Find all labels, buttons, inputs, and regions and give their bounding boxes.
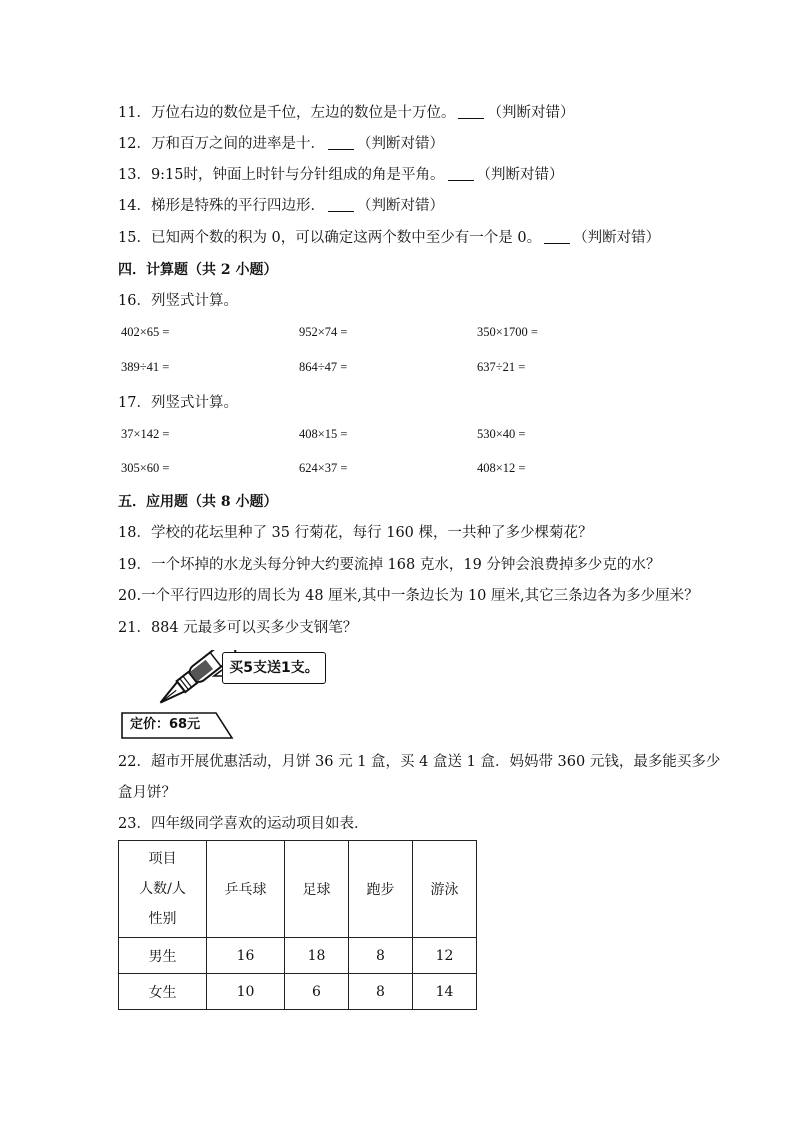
answer-blank[interactable] xyxy=(328,197,354,212)
question-text: 14．梯形是特殊的平行四边形． xyxy=(118,198,325,214)
answer-blank[interactable] xyxy=(448,166,474,181)
table-cell: 16 xyxy=(207,938,285,974)
question-21: 21．884 元最多可以买多少支钢笔？ xyxy=(118,620,358,636)
table-header-row xyxy=(119,841,477,938)
calc-item: 402×65 = xyxy=(121,325,170,339)
pen-illustration xyxy=(120,650,340,740)
table-cell: 14 xyxy=(413,974,477,1010)
question-text: 15．已知两个数的积为 0，可以确定这两个数中至少有一个是 0。 xyxy=(118,230,542,246)
row-label: 男生 xyxy=(119,938,207,974)
question-12 xyxy=(118,134,444,154)
table-corner-header xyxy=(119,841,207,938)
question-16: 16．列竖式计算。 xyxy=(118,293,238,309)
table-row xyxy=(119,974,477,1010)
judge-hint: （判断对错） xyxy=(356,198,444,214)
table-row xyxy=(119,938,477,974)
calc-item: 408×12 = xyxy=(477,461,526,475)
question-22-line-1: 22．超市开展优惠活动，月饼 36 元 1 盒，买 4 盒送 1 盒．妈妈带 360 元钱，最多能买多少 xyxy=(118,754,721,770)
section-title-application: 五．应用题（共 8 小题） xyxy=(118,494,278,510)
question-text: 12．万和百万之间的进率是十． xyxy=(118,136,325,152)
question-17: 17．列竖式计算。 xyxy=(118,395,238,411)
question-15 xyxy=(118,228,660,248)
answer-blank[interactable] xyxy=(544,229,570,244)
table-cell: 10 xyxy=(207,974,285,1010)
calc-item: 37×142 = xyxy=(121,427,170,441)
header-line: 性别 xyxy=(148,911,177,927)
section-title-calculation: 四．计算题（共 2 小题） xyxy=(118,262,278,278)
calc-item: 350×1700 = xyxy=(477,325,538,339)
calc-item: 530×40 = xyxy=(477,427,526,441)
calc-item: 624×37 = xyxy=(299,461,348,475)
question-11 xyxy=(118,103,574,123)
table-cell: 8 xyxy=(349,938,413,974)
judge-hint: （判断对错） xyxy=(476,167,564,183)
judge-hint: （判断对错） xyxy=(573,230,661,246)
promo-bubble: 买5支送1支。 xyxy=(222,652,326,684)
column-header: 游泳 xyxy=(413,841,477,938)
answer-blank[interactable] xyxy=(458,104,484,119)
column-header: 乒乓球 xyxy=(207,841,285,938)
question-14 xyxy=(118,196,444,216)
calc-item: 952×74 = xyxy=(299,325,348,339)
calc-item: 408×15 = xyxy=(299,427,348,441)
judge-hint: （判断对错） xyxy=(356,136,444,152)
price-tag: 定价：68元 xyxy=(130,717,201,732)
table-cell: 18 xyxy=(285,938,349,974)
question-19: 19．一个坏掉的水龙头每分钟大约要流掉 168 克水，19 分钟会浪费掉多少克的水？ xyxy=(118,557,661,573)
question-13 xyxy=(118,165,564,185)
column-header: 跑步 xyxy=(349,841,413,938)
question-text: 13．9:15时，钟面上时针与分针组成的角是平角。 xyxy=(118,167,445,183)
question-text: 11．万位右边的数位是千位，左边的数位是十万位。 xyxy=(118,105,456,121)
column-header: 足球 xyxy=(285,841,349,938)
sports-table xyxy=(118,840,477,1010)
header-line: 人数/人 xyxy=(139,881,186,897)
calc-item: 637÷21 = xyxy=(477,360,526,374)
judge-hint: （判断对错） xyxy=(487,105,575,121)
row-label: 女生 xyxy=(119,974,207,1010)
question-20: 20.一个平行四边形的周长为 48 厘米,其中一条边长为 10 厘米,其它三条边各为多少厘米？ xyxy=(118,588,699,604)
calc-item: 864÷47 = xyxy=(299,360,348,374)
question-18: 18．学校的花坛里种了 35 行菊花，每行 160 棵，一共种了多少棵菊花？ xyxy=(118,525,593,541)
question-23: 23．四年级同学喜欢的运动项目如表． xyxy=(118,816,369,832)
calc-item: 305×60 = xyxy=(121,461,170,475)
header-line: 项目 xyxy=(148,851,177,867)
question-22-line-2: 盒月饼？ xyxy=(118,785,176,801)
table-cell: 6 xyxy=(285,974,349,1010)
table-cell: 12 xyxy=(413,938,477,974)
answer-blank[interactable] xyxy=(328,135,354,150)
table-cell: 8 xyxy=(349,974,413,1010)
calc-item: 389÷41 = xyxy=(121,360,170,374)
